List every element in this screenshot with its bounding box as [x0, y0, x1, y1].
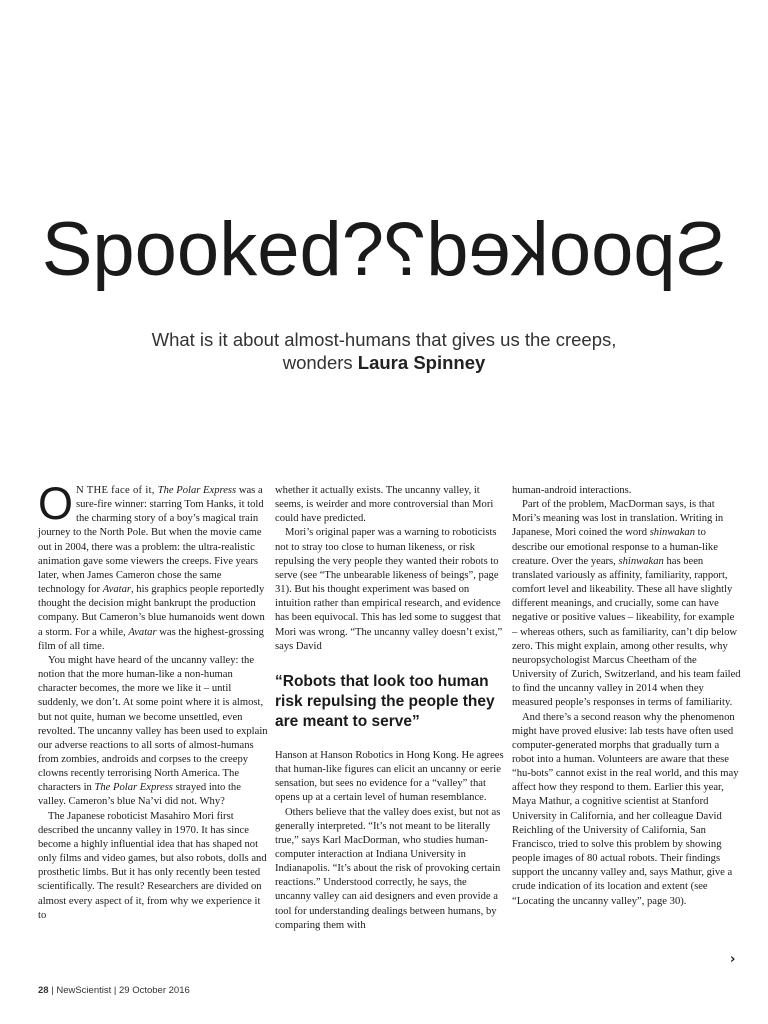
continue-arrow-icon: › [730, 952, 736, 967]
issue-date: 29 October 2016 [119, 985, 190, 996]
paragraph: human-android interactions. [512, 485, 632, 496]
article-column-1 [38, 478, 268, 923]
article-column-2 [275, 484, 505, 933]
paragraph: Part of the problem, MacDorman says, is that Mori’s meaning was lost in translation. Writing in Japanese, Mori coined the word shinwakan to describe our emotional response to a human-like creature. Over the years, shinwakan has been translated variously as affinity, familiarity, rapport, comfort level and likeability. These all have slightly different meanings, and crucially, some can have negative or positive values – likeability, for example – whereas others, such as familiarity, can’t dip below zero. This might explain, among other results, why neuropsychologist Marcus Cheetham of the University of Zurich, Switzerland, and his team failed to find the uncanny valley in 2014 when they measured people’s responses in terms of familiarity. [512, 499, 741, 709]
page-number: 28 [38, 985, 49, 996]
paragraph: Others believe that the valley does exist, but not as generally interpreted. “It’s not meant to be literally true,” says Karl MacDorman, who studies human-computer interaction at Indiana University in Indianapolis. “It’s about the risk of provoking certain reactions.” Understood correctly, he says, the uncanny valley can aid designers and even provide a tool for understanding dealings between humans, by comparing them with [275, 806, 501, 931]
paragraph: The Japanese roboticist Masahiro Mori first described the uncanny valley in 1970. It has since become a highly influential idea that has shaped not only films and video games, but also robots, dolls and prosthetic limbs. But it has only recently been tested scientifically. The result? Researchers are divided on almost every aspect of it, from why we experience it to [38, 810, 267, 921]
pull-quote: “Robots that look too human risk repulsing the people they are meant to serve” [275, 672, 495, 730]
headline-mirrored: Spooked? [384, 207, 727, 292]
magazine-name: NewScientist [56, 985, 112, 996]
paragraph: Mori’s original paper was a warning to roboticists not to stray too close to human likeness, or risk repulsing the very people they wanted their robots to serve (see “The unbearable likeness of beings”, page 31). But his thought experiment was based on intuition rather than empirical research, and evidence has been equivocal. This has led some to suggest that Mori was wrong. “The uncanny valley doesn’t exist,” says David [275, 527, 503, 652]
headline [0, 207, 768, 292]
paragraph: Hanson at Hanson Robotics in Hong Kong. He agrees that human-like figures can elicit an uncanny or eerie sensation, but sees no evidence for a “valley” that opens up at a certain level of human resemblance. [275, 749, 504, 804]
headline-left: Spooked? [41, 207, 384, 292]
article-column-3 [512, 484, 742, 909]
page-footer: 28 | NewScientist | 29 October 2016 [38, 985, 190, 996]
author-name: Laura Spinney [357, 352, 486, 373]
standfirst-text: What is it about almost-humans that gives us the creeps, wonders [151, 329, 617, 373]
paragraph: O N THE face of it, The Polar Express was a sure-fire winner: starring Tom Hanks, it told the charming story of a boy’s magical train journey to the North Pole. But when the movie came out in 2004, there was a problem: the ultra-realistic animation gave some viewers the creeps. Five years later, when James Cameron chose the same technology for Avatar, his graphics people reportedly thought the decision might bankrupt the production company. But Cameron’s blue humanoids went down a storm. For a while, Avatar was the highest-grossing film of all time. [38, 478, 265, 652]
standfirst [150, 328, 618, 374]
paragraph: whether it actually exists. The uncanny valley, it seems, is weirder and more controversial than Mori could have predicted. [275, 485, 494, 525]
drop-cap: O [38, 478, 74, 529]
paragraph: And there’s a second reason why the phenomenon might have proved elusive: lab tests have often used computer-generated morphs that gradually turn a robot into a human. Volunteers are aware that these “hu-bots” cannot exist in the real world, and this may affect how they respond to them. Earlier this year, Maya Mathur, a cognitive scientist at Stanford University in California, and her colleague David Reichling of the University of California, San Francisco, tried to solve this problem by showing people images of 80 actual robots. Their findings support the uncanny valley and, says Mathur, give a crude indication of its location and extent (see “Locating the uncanny valley”, page 30). [512, 711, 739, 907]
paragraph: You might have heard of the uncanny valley: the notion that the more human-like a non-human character becomes, the more we like it – until suddenly, we don’t. At some point where it is almost, but not quite, human we become unsettled, even revolted. The uncanny valley has been used to explain our adverse reactions to all sorts of almost-humans from zombies, androids and corpses to the creepy clowns recently terrorising North America. The characters in The Polar Express strayed into the valley. Cameron’s blue Na’vi did not. Why? [38, 654, 268, 808]
